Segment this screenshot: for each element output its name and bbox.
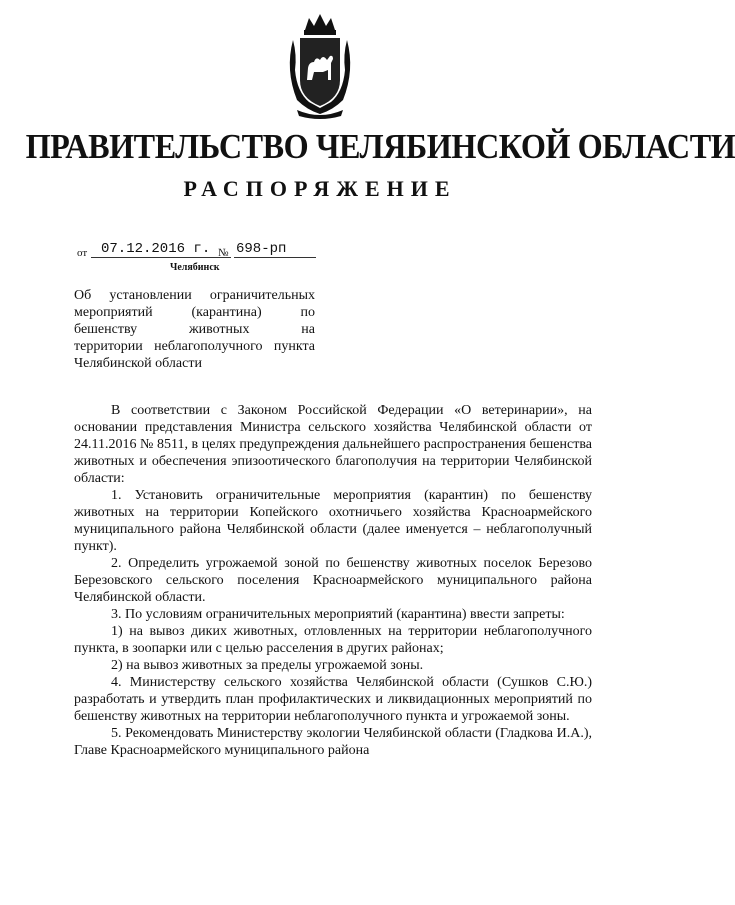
subject-line: территории неблагополучного пункта [74, 339, 315, 354]
body-paragraph: 4. Министерству сельского хозяйства Челябинской области (Сушков С.Ю.) разработать и утвердить план профилактических и ликвидационных мероприятий по бешенству животных на территории неблагополучного пункта и угрожаемой зоны. [74, 675, 592, 724]
document-type: РАСПОРЯЖЕНИЕ [183, 176, 457, 201]
subject-line: бешенству животных на [74, 322, 315, 337]
chelyabinsk-coat-of-arms-icon [283, 10, 357, 120]
subject-line: мероприятий (карантина) по [74, 305, 315, 320]
document-subject [74, 287, 315, 372]
body-paragraph: 3. По условиям ограничительных мероприятий (карантина) ввести запреты: [111, 607, 565, 622]
body-paragraph: 5. Рекомендовать Министерству экологии Челябинской области (Гладкова И.А.), Главе Красноармейского муниципального района [74, 726, 592, 758]
body-paragraph: 1) на вывоз диких животных, отловленных на территории неблагополучного пункта, в зоопарки или с целью расселения в других районах; [74, 624, 592, 656]
document-date: 07.12.2016 г. [91, 241, 231, 258]
subject-line: Об установлении ограничительных [74, 288, 315, 303]
body-paragraph: 2. Определить угрожаемой зоной по бешенству животных поселок Березово Березовского сельского поселения Красноармейского муниципального района Челябинской области. [74, 556, 592, 605]
number-label: № [218, 247, 229, 259]
body-paragraph: 2) на вывоз животных за пределы угрожаемой зоны. [111, 658, 424, 673]
subject-line: Челябинской области [74, 356, 202, 371]
organization-title: ПРАВИТЕЛЬСТВО ЧЕЛЯБИНСКОЙ ОБЛАСТИ [25, 127, 735, 166]
document-number: 698-рп [234, 241, 316, 258]
document-city: Челябинск [170, 262, 220, 273]
date-label: от [77, 247, 88, 259]
body-paragraph: В соответствии с Законом Российской Федерации «О ветеринарии», на основании представления Министра сельского хозяйства Челябинской области от 24.11.2016 № 8511, в целях предупреждения дальнейшего распространения бешенства животных и обеспечения эпизоотического благополучия на территории Челябинской области: [74, 403, 592, 486]
body-paragraph: 1. Установить ограничительные мероприятия (карантин) по бешенству животных на территории Копейского охотничьего хозяйства Красноармейского муниципального района Челябинской области (далее именуется – неблагополучный пункт). [74, 488, 592, 554]
document-body [74, 402, 592, 759]
